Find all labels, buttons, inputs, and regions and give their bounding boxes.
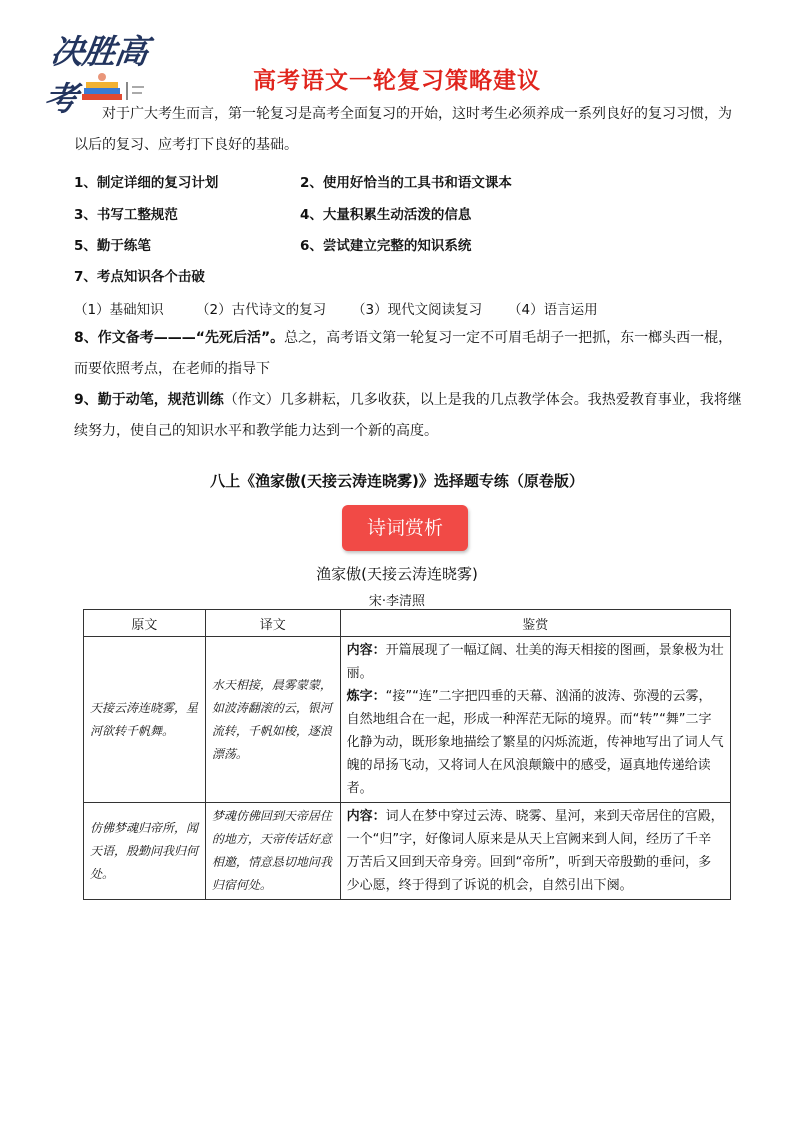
- item-4: 4、大量积累生动活泼的信息: [300, 207, 472, 223]
- subitem-4: （4）语言运用: [508, 302, 598, 318]
- poem-author: 宋·李清照: [368, 594, 426, 609]
- item-2: 2、使用好恰当的工具书和语文课本: [300, 175, 512, 191]
- analysis-paragraph: [347, 685, 724, 800]
- subitem-3: （3）现代文阅读复习: [352, 302, 483, 318]
- table-row: [84, 803, 731, 900]
- analysis-label: 内容：: [346, 809, 386, 824]
- item-8-label: 8、作文备考———“先死后活”。: [74, 330, 285, 346]
- subitem-1: （1）基础知识: [74, 302, 164, 318]
- item-9: [74, 385, 742, 447]
- table-row: [84, 637, 731, 803]
- item-9-text: （作文）几多耕耘，几多收获，以上是我的几点教学体会。我热爱教育事业，我将继续努力，使自己的知识水平和教学能力达到一个新的高度。: [74, 392, 742, 439]
- analysis-paragraph: [347, 639, 724, 685]
- cell-analysis: [340, 637, 730, 803]
- analysis-label: 炼字：: [346, 689, 386, 704]
- poem-title: 渔家傲(天接云涛连晓雾): [316, 565, 478, 583]
- item-1: 1、制定详细的复习计划: [74, 175, 219, 191]
- subitem-2: （2）古代诗文的复习: [196, 302, 327, 318]
- analysis-text: “接”“连”二字把四垂的天幕、汹涌的波涛、弥漫的云雾，自然地组合在一起，形成一种浑茫无际的境界。而“转”“舞”二字化静为动，既形象地描绘了繁星的闪烁流逝，传神地写出了词人气魄的昂扬飞动，又将词人在风浪颠簸中的感受，逼真地传递给读者。: [346, 689, 724, 796]
- cell-original: 仿佛梦魂归帝所，闻天语，殷勤问我归何处。: [84, 803, 206, 900]
- item-6: 6、尝试建立完整的知识系统: [300, 238, 472, 254]
- item-5: 5、勤于练笔: [74, 238, 151, 254]
- analysis-paragraph: [347, 805, 724, 897]
- analysis-text: 开篇展现了一幅辽阔、壮美的海天相接的图画，景象极为壮丽。: [346, 643, 724, 681]
- document-title: 高考语文一轮复习策略建议: [253, 68, 541, 94]
- header-translation: 译文: [205, 610, 340, 637]
- header-analysis: 鉴赏: [340, 610, 730, 637]
- section-title: 八上《渔家傲(天接云涛连晓雾)》选择题专练（原卷版）: [210, 472, 584, 490]
- item-7: 7、考点知识各个击破: [74, 269, 205, 285]
- table-header-row: [84, 610, 731, 637]
- cell-analysis: [340, 803, 730, 900]
- analysis-text: 词人在梦中穿过云涛、晓雾、星河，来到天帝居住的宫殿，一个“归”字，好像词人原来是从天上宫阙来到人间，经历了千辛万苦后又回到天帝身旁。回到“帝所”，听到天帝殷勤的垂问，多少心愿，终于得到了诉说的机会，自然引出下阕。: [346, 809, 724, 893]
- poem-appreciation-tag: 诗词赏析: [342, 505, 468, 551]
- poem-table: [83, 609, 731, 900]
- analysis-label: 内容：: [346, 643, 386, 658]
- item-9-label: 9、勤于动笔，规范训练: [74, 392, 224, 408]
- item-8: [74, 323, 742, 385]
- header-original: 原文: [84, 610, 206, 637]
- cell-translation: 水天相接，晨雾蒙蒙，如波涛翻滚的云，银河流转，千帆如梭，逐浪漂荡。: [205, 637, 340, 803]
- intro-paragraph: 对于广大考生而言，第一轮复习是高考全面复习的开始，这时考生必须养成一系列良好的复习习惯，为以后的复习、应考打下良好的基础。: [74, 106, 732, 153]
- item-3: 3、书写工整规范: [74, 207, 178, 223]
- cell-translation: 梦魂仿佛回到天帝居住的地方，天帝传话好意相邀，情意恳切地问我归宿何处。: [205, 803, 340, 900]
- logo-text: 决胜高考: [41, 32, 150, 118]
- item-8-text: 总之，高考语文第一轮复习一定不可眉毛胡子一把抓，东一榔头西一棍，而要依照考点，在老师的指导下: [74, 330, 733, 377]
- cell-original: 天接云涛连晓雾，星河欲转千帆舞。: [84, 637, 206, 803]
